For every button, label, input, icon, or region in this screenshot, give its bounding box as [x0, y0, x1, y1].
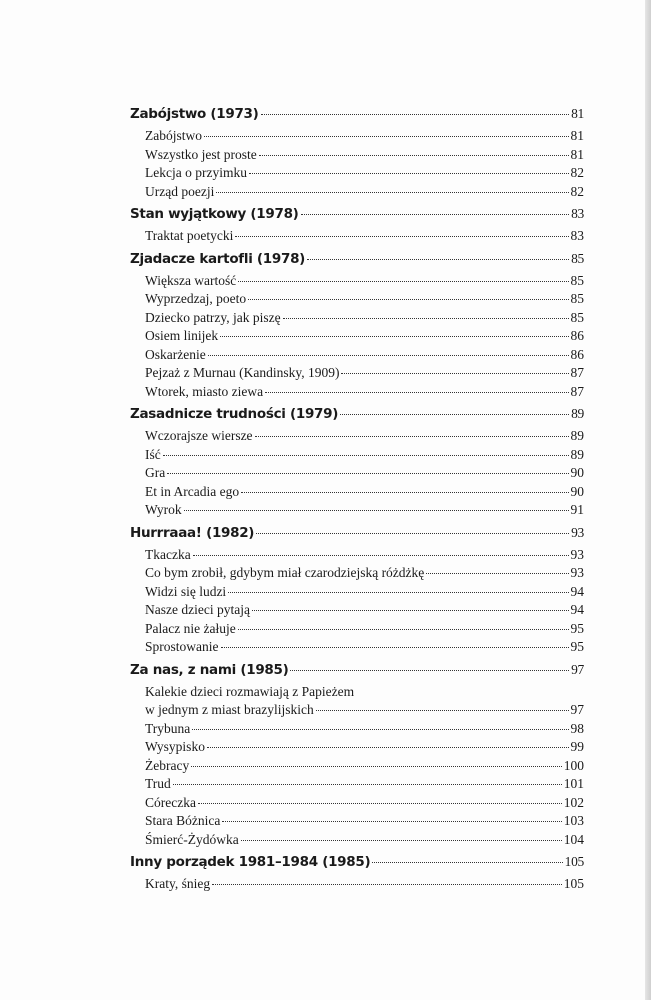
dot-leader	[193, 555, 569, 556]
toc-section	[130, 851, 584, 894]
entry-title: Sprostowanie	[145, 639, 219, 654]
page-number: 105	[564, 854, 584, 869]
page-number: 95	[570, 620, 584, 636]
dot-leader	[204, 136, 569, 137]
dot-leader	[241, 492, 568, 493]
entry-title: Większa wartość	[145, 272, 237, 288]
entry-title: Zabójstwo	[145, 128, 202, 143]
page-number: 85	[570, 272, 584, 288]
page-number: 87	[570, 383, 584, 399]
toc-entry	[130, 383, 584, 402]
entry-title: Wczorajsze wiersze	[145, 428, 253, 443]
dot-leader	[163, 455, 569, 456]
page-number: 81	[571, 106, 584, 121]
dot-leader	[235, 236, 568, 237]
toc-entry	[130, 127, 584, 146]
toc-entry	[130, 327, 584, 346]
entry-title: Tkaczka	[145, 546, 191, 562]
section-title: Zasadnicze trudności (1979)	[130, 406, 339, 422]
page-number: 89	[571, 406, 584, 421]
page-number: 97	[570, 702, 584, 717]
dot-leader	[173, 784, 562, 785]
toc-entry	[130, 501, 584, 520]
dot-leader	[207, 747, 569, 748]
dot-leader	[301, 214, 570, 215]
entry-title: Widzi się ludzi	[145, 583, 227, 599]
page-number: 82	[570, 165, 584, 180]
dot-leader	[316, 710, 569, 711]
section-heading	[130, 851, 584, 873]
entry-title: Urząd poezji	[145, 183, 215, 199]
toc-entry	[130, 427, 584, 446]
page-number: 93	[570, 546, 584, 562]
section-title: Zabójstwo (1973)	[130, 106, 259, 122]
entry-title: Trud	[145, 776, 171, 791]
entry-title: Córeczka	[145, 794, 196, 810]
dot-leader	[208, 355, 569, 356]
page-number: 90	[570, 465, 584, 480]
page-number: 94	[570, 583, 584, 599]
page-number: 91	[570, 502, 584, 517]
page-number: 83	[570, 228, 584, 243]
page-number: 85	[570, 309, 584, 325]
dot-leader	[216, 192, 568, 193]
page-number: 102	[563, 794, 584, 810]
entry-title: Wysypisko	[145, 739, 205, 754]
section-heading	[130, 103, 584, 125]
dot-leader	[198, 803, 562, 804]
section-title: Za nas, z nami (1985)	[130, 661, 289, 678]
section-title: Zjadacze kartofli (1978)	[130, 250, 306, 267]
dot-leader	[372, 862, 562, 863]
dot-leader	[192, 729, 568, 730]
toc-entry	[130, 364, 584, 383]
dot-leader	[259, 155, 569, 156]
dot-leader	[426, 573, 568, 574]
section-heading	[130, 248, 584, 270]
dot-leader	[220, 336, 568, 337]
page-number: 87	[570, 365, 584, 380]
toc-entry	[130, 346, 584, 365]
section-heading	[130, 522, 584, 544]
dot-leader	[221, 647, 569, 648]
page-number: 89	[570, 428, 584, 443]
entry-title: Wyprzedzaj, poeto	[145, 291, 247, 306]
entry-title: Traktat poetycki	[145, 228, 234, 243]
entry-title: Lekcja o przyimku	[145, 165, 247, 180]
dot-leader	[252, 610, 569, 611]
page-number: 93	[571, 524, 584, 540]
page-number: 97	[571, 661, 584, 677]
section-title: Stan wyjątkowy (1978)	[130, 206, 299, 222]
dot-leader	[261, 114, 570, 115]
entry-title: Et in Arcadia ego	[145, 483, 240, 499]
entry-title: Osiem linijek	[145, 328, 219, 343]
dot-leader	[283, 318, 569, 319]
toc-entry	[130, 483, 584, 502]
dot-leader	[238, 281, 568, 282]
dot-leader	[222, 821, 561, 822]
toc-section	[130, 248, 584, 402]
toc-entry	[130, 638, 584, 657]
page-number: 82	[570, 183, 584, 199]
page-number: 85	[571, 250, 584, 266]
page-number: 90	[570, 483, 584, 499]
page-number: 95	[570, 639, 584, 654]
dot-leader	[290, 670, 569, 671]
entry-title: Żebracy	[145, 757, 190, 773]
toc-section	[130, 659, 584, 850]
page-number: 99	[570, 739, 584, 754]
dot-leader	[340, 414, 569, 415]
page-number: 100	[563, 757, 584, 773]
toc-entry	[130, 601, 584, 620]
toc-section	[130, 522, 584, 657]
toc-entry-line	[130, 683, 584, 702]
section-heading	[130, 203, 584, 225]
page-number: 85	[570, 291, 584, 306]
entry-title: Oskarżenie	[145, 346, 206, 362]
page-edge	[645, 0, 651, 1000]
dot-leader	[212, 884, 562, 885]
page-number: 81	[570, 128, 584, 143]
entry-title: Wszystko jest proste	[145, 146, 257, 162]
entry-title: Kalekie dzieci rozmawiają z Papieżem	[145, 683, 355, 699]
dot-leader	[256, 533, 569, 534]
entry-title: Nasze dzieci pytają	[145, 602, 250, 617]
entry-title: Stara Bóżnica	[145, 813, 221, 828]
entry-title-continuation: w jednym z miast brazylijskich	[145, 702, 314, 717]
toc-entry	[130, 831, 584, 850]
page-number: 93	[570, 565, 584, 580]
toc-entry	[130, 875, 584, 894]
page-number: 86	[570, 346, 584, 362]
toc-entry	[130, 757, 584, 776]
entry-title: Gra	[145, 465, 166, 480]
toc-entry	[130, 446, 584, 465]
entry-title: Wtorek, miasto ziewa	[145, 383, 264, 399]
entry-title: Kraty, śnieg	[145, 876, 211, 891]
page-number: 86	[570, 328, 584, 343]
dot-leader	[248, 299, 568, 300]
toc-section	[130, 203, 584, 246]
dot-leader	[184, 510, 569, 511]
dot-leader	[341, 373, 568, 374]
toc-entry	[130, 812, 584, 831]
dot-leader	[255, 436, 569, 437]
entry-title: Pejzaż z Murnau (Kandinsky, 1909)	[145, 365, 340, 380]
dot-leader	[241, 840, 562, 841]
dot-leader	[238, 629, 569, 630]
page-number: 105	[563, 876, 584, 891]
page-number: 103	[563, 813, 584, 828]
toc-section	[130, 403, 584, 520]
page-number: 104	[563, 831, 584, 847]
page-number: 94	[570, 602, 584, 617]
entry-title: Śmierć-Żydówka	[145, 831, 239, 847]
dot-leader	[228, 592, 568, 593]
toc-entry	[130, 309, 584, 328]
toc-entry	[130, 775, 584, 794]
entry-title: Palacz nie żałuje	[145, 620, 236, 636]
toc-entry	[130, 720, 584, 739]
table-of-contents	[130, 101, 584, 896]
entry-title: Iść	[145, 446, 161, 462]
toc-entry	[130, 794, 584, 813]
dot-leader	[249, 173, 569, 174]
page-number: 81	[570, 146, 584, 162]
toc-entry	[130, 164, 584, 183]
toc-entry	[130, 583, 584, 602]
toc-entry	[130, 146, 584, 165]
toc-entry	[130, 564, 584, 583]
toc-entry	[130, 290, 584, 309]
toc-entry	[130, 620, 584, 639]
dot-leader	[265, 392, 568, 393]
section-title: Hurrraaa! (1982)	[130, 524, 255, 541]
toc-entry	[130, 701, 584, 720]
dot-leader	[191, 766, 562, 767]
dot-leader	[167, 473, 568, 474]
entry-title: Wyrok	[145, 502, 182, 517]
toc-entry	[130, 546, 584, 565]
toc-entry	[130, 272, 584, 291]
entry-title: Trybuna	[145, 720, 191, 736]
page-number: 98	[570, 720, 584, 736]
section-title: Inny porządek 1981–1984 (1985)	[130, 854, 371, 870]
page-number: 83	[571, 206, 584, 221]
section-heading	[130, 659, 584, 681]
entry-title: Dziecko patrzy, jak piszę	[145, 309, 281, 325]
entry-title: Co bym zrobił, gdybym miał czarodziejską różdżkę	[145, 565, 425, 580]
toc-section	[130, 103, 584, 201]
toc-entry	[130, 738, 584, 757]
page-number: 89	[570, 446, 584, 462]
dot-leader	[307, 259, 569, 260]
section-heading	[130, 403, 584, 425]
page-number: 101	[563, 776, 584, 791]
toc-entry	[130, 227, 584, 246]
toc-entry	[130, 183, 584, 202]
toc-entry	[130, 464, 584, 483]
